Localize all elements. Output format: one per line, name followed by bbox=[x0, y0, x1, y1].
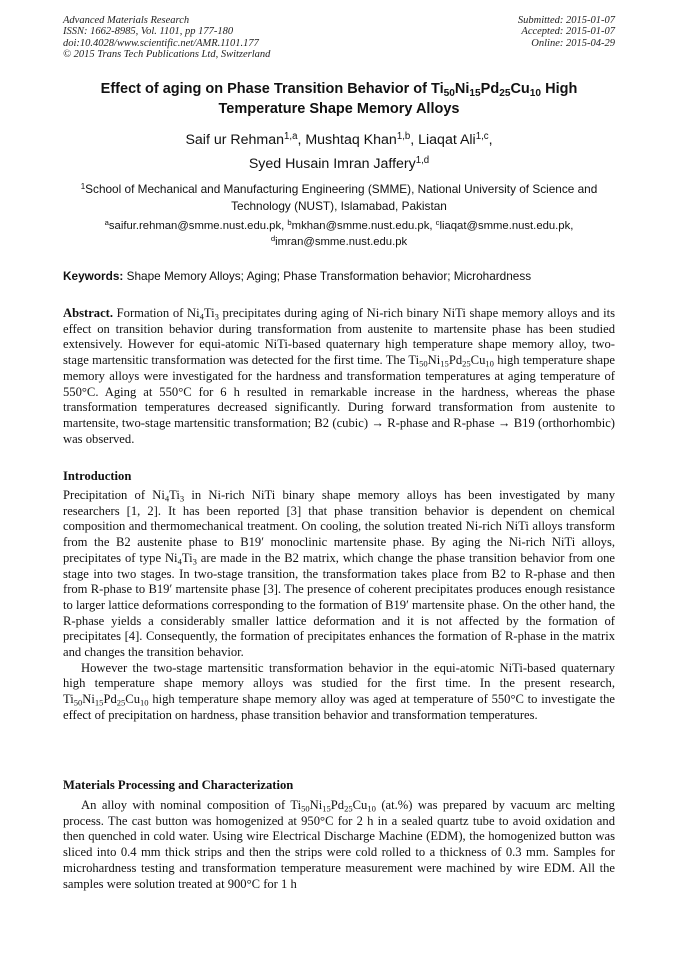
introduction-paragraph-1: Precipitation of $Ni_4Ti_3$ in Ni-rich NiTi binary shape memory alloys has been investigated by many researchers [1, 2]. It has been reported [3] that phase transition behavior is dependent on chemical composition and thermomechanical treatment. On cooling, the solution treated Ni-rich NiTi alloys transform from the B2 austenite phase to B19′ monoclinic martensite phase. By aging the Ni-rich NiTi alloys, precipitates of type $Ni_4Ti_3$ are made in the B2 matrix, which change the phase transition behavior from one stage into two stages. In two-stage transition, the transformation takes place from B2 to R-phase and then from R-phase to B19′ martensite phase [3]. The presence of coherent precipitates produces enough resistance to larger lattice deformations corresponding to the formation of B19′ martensite phase. On the other hand, the R-phase yields a considerably smaller lattice deformation and it is not affected by the formation of precipitates [4]. Consequently, the formation of precipitates enhances the formation of R-phase in the matrix and changes the transition behavior. bbox=[63, 488, 615, 660]
abstract-paragraph: Abstract. Formation of $Ni_4Ti_3$ precipitates during aging of Ni-rich binary NiTi shape memory alloys and its effect on transition behavior during transformation from austenite to martensite phase has been studied extensively. However for equi-atomic NiTi-based quaternary high temperature shape memory alloy, two-stage martensitic transformation was detected for the first time. The $Ti_{50}Ni_{15}Pd_{25}Cu_{10}$ high temperature shape memory alloys were investigated for the hardness and transformation temperatures at aging temperature of 550°C. Aging at 550°C for 6 h resulted in remarkable increase in the hardness, whereas the phase transformation temperatures decreased significantly. During forward transformation from austenite to martensite, two-stage martensitic transformation; B2 (cubic) → R-phase and R-phase → B19 (orthorhombic) was observed. bbox=[63, 306, 615, 446]
author-line-1: Saif ur Rehman$^{1,a}$, Mushtaq Khan$^{1,b}$, Liaqat Ali$^{1,c}$, bbox=[185, 131, 493, 148]
journal-name: Advanced Materials Research bbox=[63, 15, 190, 26]
author-emails: $^a$saifur.rehman@smme.nust.edu.pk, $^b$mkhan@smme.nust.edu.pk, $^c$liaqat@smme.nust.edu.pk, $^d$imran@smme.nust.edu.pk bbox=[104, 218, 574, 248]
introduction-heading: Introduction bbox=[63, 469, 132, 483]
materials-body bbox=[63, 798, 615, 892]
journal-issn: ISSN: 1662-8985, Vol. 1101, pp 177-180 bbox=[63, 26, 234, 38]
journal-doi[interactable]: doi:10.4028/www.scientific.net/AMR.1101.177 bbox=[63, 37, 259, 49]
submitted-date: Submitted: 2015-01-07 bbox=[517, 15, 615, 26]
author-list bbox=[63, 128, 615, 176]
introduction-body bbox=[63, 488, 615, 724]
materials-paragraph-1: An alloy with nominal composition of $Ti_{50}Ni_{15}Pd_{25}Cu_{10}$ (at.%) was prepared by vacuum arc melting process. The cast button was homogenized at 950°C for 2 h in a sealed quartz tube to avoid oxidation and then quenched in cold water. Using wire Electrical Discharge Machine (EDM), the homogenized button was sliced into 0.4 mm thick strips and then the strips were cold rolled to a thickness of 0.3 mm. Samples for microhardness testing and transformation temperature measurement were machined by wire EDM. All the samples were solution treated at 900°C for 1 h bbox=[63, 798, 615, 891]
dates-header bbox=[518, 15, 615, 49]
affiliation: $^1$School of Mechanical and Manufacturing Engineering (SMME), National University of Science and Technology (NUST), Islamabad, Pakistan bbox=[80, 182, 598, 213]
online-date: Online: 2015-04-29 bbox=[531, 37, 615, 49]
author-name: Syed Husain Imran Jaffery bbox=[248, 156, 416, 172]
paper-title: Effect of aging on Phase Transition Behavior of $Ti_{50}Ni_{15}Pd_{25}Cu_{10}$ High Temperature Shape Memory Alloys bbox=[100, 81, 578, 117]
abstract-label: Abstract. bbox=[63, 306, 114, 320]
journal-copyright: © 2015 Trans Tech Publications Ltd, Switzerland bbox=[63, 48, 271, 60]
email-link[interactable]: mkhan@smme.nust.edu.pk, bbox=[291, 220, 436, 232]
author-line-2: Syed Husain Imran Jaffery$^{1,d}$ bbox=[248, 155, 430, 172]
keywords-label: Keywords: bbox=[63, 269, 124, 283]
author-name: Saif ur Rehman bbox=[185, 132, 285, 148]
keywords bbox=[63, 268, 615, 284]
email-link[interactable]: imran@smme.nust.edu.pk bbox=[275, 235, 408, 248]
materials-heading: Materials Processing and Characterization bbox=[63, 778, 294, 792]
author-name: Liaqat Ali bbox=[418, 132, 476, 148]
introduction-paragraph-2: However the two-stage martensitic transformation behavior in the equi-atomic NiTi-based quaternary high temperature shape memory alloys was studied for the first time. In the present research, $Ti_{50}Ni_{15}Pd_{25}Cu_{10}$ high temperature shape memory alloy was aged at temperature of 550°C to investigate the effect of precipitation on hardness, phase transition behavior and transformation temperatures. bbox=[63, 660, 615, 722]
abstract bbox=[63, 306, 615, 447]
author-name: Mushtaq Khan bbox=[305, 132, 397, 148]
keywords-text: Shape Memory Alloys; Aging; Phase Transformation behavior; Microhardness bbox=[123, 269, 532, 283]
journal-header bbox=[63, 15, 270, 60]
accepted-date: Accepted: 2015-01-07 bbox=[521, 26, 615, 38]
email-link[interactable]: liaqat@smme.nust.edu.pk, bbox=[439, 220, 574, 232]
email-link[interactable]: saifur.rehman@smme.nust.edu.pk, bbox=[108, 220, 288, 232]
